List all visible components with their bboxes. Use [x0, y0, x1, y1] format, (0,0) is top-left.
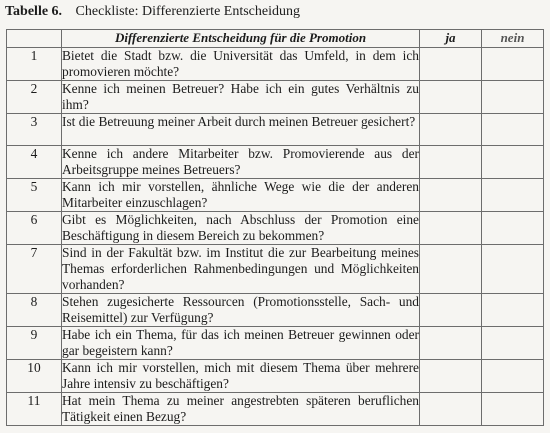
row-number: 3 — [7, 114, 62, 146]
header-ja: ja — [420, 30, 482, 48]
table-row — [7, 294, 544, 327]
ja-cell[interactable] — [420, 245, 482, 294]
table-row — [7, 360, 544, 393]
table-label: Tabelle 6. — [5, 4, 63, 19]
row-question: Stehen zugesicherte Ressourcen (Promotionsstelle, Sach- und Reisemittel) zur Verfügung? — [62, 294, 419, 325]
nein-cell[interactable] — [482, 81, 544, 114]
table-row — [7, 327, 544, 360]
row-number: 5 — [7, 179, 62, 212]
table-row — [7, 48, 544, 81]
ja-cell[interactable] — [420, 48, 482, 81]
ja-cell[interactable] — [420, 146, 482, 179]
row-number: 4 — [7, 146, 62, 179]
nein-cell[interactable] — [482, 146, 544, 179]
header-row — [7, 30, 544, 48]
row-question: Sind in der Fakultät bzw. im Institut die zur Bearbeitung meines Themas erforderlichen Rahmenbedingungen und Möglichkeiten vorhanden? — [62, 245, 419, 292]
nein-cell[interactable] — [482, 360, 544, 393]
row-question: Kenne ich andere Mitarbeiter bzw. Promovierende aus der Arbeitsgruppe meines Betreuers? — [62, 146, 419, 177]
table-row — [7, 393, 544, 426]
table-row — [7, 245, 544, 294]
header-question: Differenzierte Entscheidung für die Promotion — [62, 30, 420, 48]
row-number: 8 — [7, 294, 62, 327]
row-question: Kenne ich meinen Betreuer? Habe ich ein gutes Verhältnis zu ihm? — [62, 81, 419, 112]
table-row — [7, 81, 544, 114]
table-row — [7, 114, 544, 146]
nein-cell[interactable] — [482, 179, 544, 212]
nein-cell[interactable] — [482, 212, 544, 245]
ja-cell[interactable] — [420, 393, 482, 426]
header-number — [7, 30, 62, 48]
nein-cell[interactable] — [482, 48, 544, 81]
ja-cell[interactable] — [420, 81, 482, 114]
row-question: Hat mein Thema zu meiner angestrebten späteren beruflichen Tätigkeit einen Bezug? — [62, 393, 419, 424]
ja-cell[interactable] — [420, 179, 482, 212]
nein-cell[interactable] — [482, 327, 544, 360]
table-row — [7, 146, 544, 179]
row-number: 7 — [7, 245, 62, 294]
ja-cell[interactable] — [420, 114, 482, 146]
ja-cell[interactable] — [420, 327, 482, 360]
row-number: 11 — [7, 393, 62, 426]
row-question: Habe ich ein Thema, für das ich meinen Betreuer gewinnen oder gar begeistern kann? — [62, 327, 419, 358]
table-row — [7, 179, 544, 212]
nein-cell[interactable] — [482, 393, 544, 426]
header-nein: nein — [482, 30, 544, 48]
row-number: 10 — [7, 360, 62, 393]
table-caption — [5, 3, 300, 20]
row-number: 9 — [7, 327, 62, 360]
row-number: 1 — [7, 48, 62, 81]
table-row — [7, 212, 544, 245]
nein-cell[interactable] — [482, 114, 544, 146]
row-question: Kann ich mir vorstellen, ähnliche Wege wie die der anderen Mitarbeiter einzuschlagen? — [62, 179, 419, 210]
table-title: Checkliste: Differenzierte Entscheidung — [75, 4, 300, 19]
ja-cell[interactable] — [420, 212, 482, 245]
row-number: 6 — [7, 212, 62, 245]
row-number: 2 — [7, 81, 62, 114]
ja-cell[interactable] — [420, 360, 482, 393]
ja-cell[interactable] — [420, 294, 482, 327]
nein-cell[interactable] — [482, 294, 544, 327]
row-question: Gibt es Möglichkeiten, nach Abschluss der Promotion eine Beschäftigung in diesem Bereich zu bekommen? — [62, 212, 419, 243]
nein-cell[interactable] — [482, 245, 544, 294]
row-question: Bietet die Stadt bzw. die Universität das Umfeld, in dem ich promovieren möchte? — [62, 48, 419, 79]
row-question: Ist die Betreuung meiner Arbeit durch meinen Betreuer gesichert? — [62, 114, 420, 146]
checklist-table — [6, 29, 544, 426]
row-question: Kann ich mir vorstellen, mich mit diesem Thema über mehrere Jahre intensiv zu beschäftigen? — [62, 360, 419, 391]
